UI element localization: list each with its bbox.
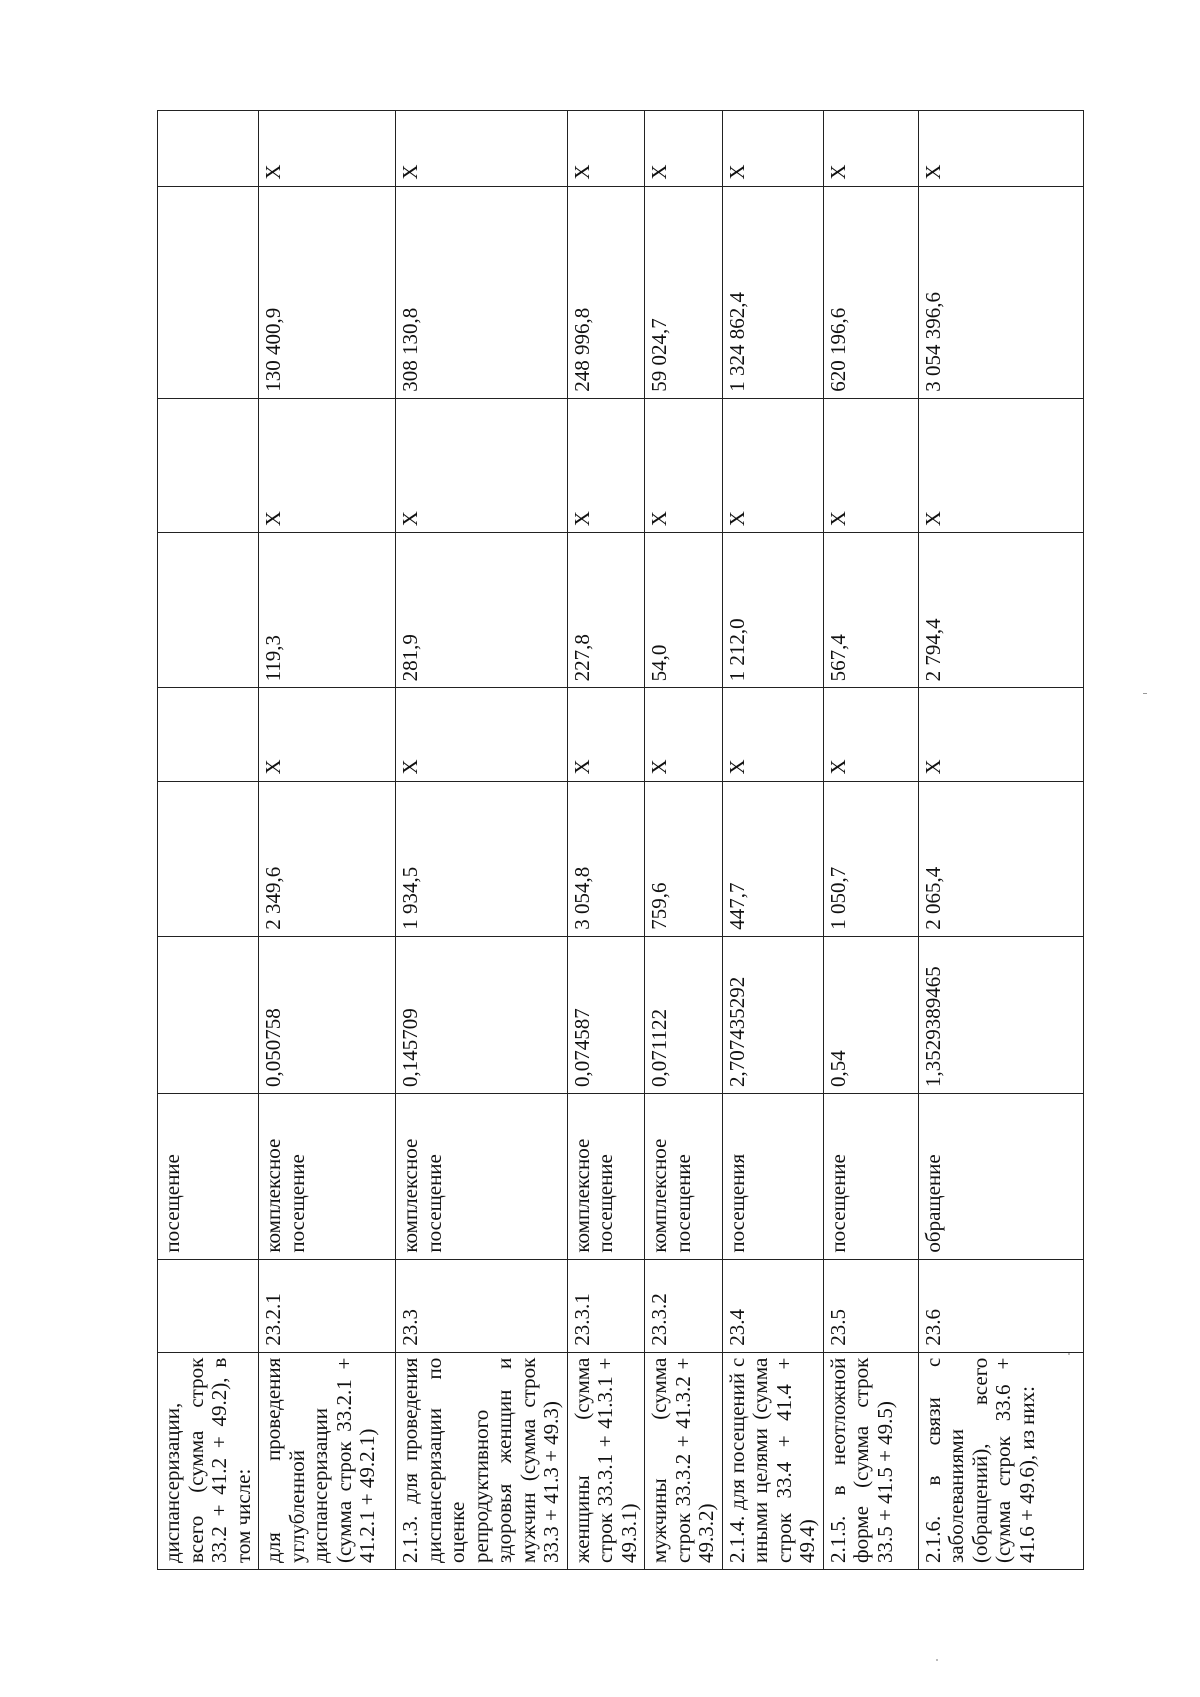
scan-speck <box>1143 693 1147 694</box>
unit-cost: 3 054,8 <box>567 781 645 936</box>
per-capita-value: 567,4 <box>823 533 918 688</box>
unit-of-measure: комплексное посещение <box>645 1094 723 1260</box>
x-mark-cell: X <box>722 688 823 781</box>
unit-of-measure: комплексное посещение <box>396 1094 568 1260</box>
x-mark-cell: X <box>823 398 918 533</box>
x-mark-cell <box>158 398 259 533</box>
x-mark-cell: X <box>567 688 645 781</box>
per-capita-value: 2 794,4 <box>918 533 1083 688</box>
unit-cost: 2 349,6 <box>259 781 396 936</box>
total-cost: 308 130,8 <box>396 186 568 398</box>
norm-value: 0,074587 <box>567 936 645 1093</box>
row-code: 23.5 <box>823 1259 918 1352</box>
scan-speck <box>1068 1353 1070 1355</box>
x-mark-cell <box>158 111 259 187</box>
unit-cost: 759,6 <box>645 781 723 936</box>
norm-value: 0,54 <box>823 936 918 1093</box>
row-description: 2.1.6. в связи с заболеваниями (обращений), всего (сумма строк 33.6 + 41.6 + 49.6), из них: <box>918 1352 1083 1569</box>
financing-table <box>157 110 1084 1570</box>
per-capita-value: 281,9 <box>396 533 568 688</box>
row-code: 23.3.1 <box>567 1259 645 1352</box>
row-description: мужчины (сумма строк 33.3.2 + 41.3.2 + 49.3.2) <box>645 1352 723 1569</box>
x-mark-cell: X <box>918 111 1083 187</box>
row-code: 23.4 <box>722 1259 823 1352</box>
total-cost: 3 054 396,6 <box>918 186 1083 398</box>
x-mark-cell: X <box>722 398 823 533</box>
per-capita-value: 1 212,0 <box>722 533 823 688</box>
x-mark-cell: X <box>567 111 645 187</box>
x-mark-cell: X <box>918 398 1083 533</box>
rotated-page-content <box>157 110 1057 1570</box>
row-description: для проведения углубленной диспансеризации (сумма строк 33.2.1 + 41.2.1 + 49.2.1) <box>259 1352 396 1569</box>
unit-cost: 1 934,5 <box>396 781 568 936</box>
table-row <box>259 111 396 1570</box>
norm-value: 0,071122 <box>645 936 723 1093</box>
x-mark-cell: X <box>396 111 568 187</box>
total-cost: 130 400,9 <box>259 186 396 398</box>
unit-of-measure: комплексное посещение <box>259 1094 396 1260</box>
row-code <box>158 1259 259 1352</box>
norm-value <box>158 936 259 1093</box>
per-capita-value: 54,0 <box>645 533 723 688</box>
table-row <box>396 111 568 1570</box>
scan-speck <box>936 1659 938 1661</box>
row-code: 23.3.2 <box>645 1259 723 1352</box>
x-mark-cell: X <box>396 398 568 533</box>
unit-cost: 2 065,4 <box>918 781 1083 936</box>
unit-of-measure: посещения <box>722 1094 823 1260</box>
row-code: 23.6 <box>918 1259 1083 1352</box>
x-mark-cell: X <box>259 111 396 187</box>
norm-value: 2,707435292 <box>722 936 823 1093</box>
total-cost <box>158 186 259 398</box>
per-capita-value <box>158 533 259 688</box>
row-description: 2.1.4. для посещений с иными целями (сумма строк 33.4 + 41.4 + 49.4) <box>722 1352 823 1569</box>
total-cost: 620 196,6 <box>823 186 918 398</box>
table-row <box>567 111 645 1570</box>
unit-cost: 447,7 <box>722 781 823 936</box>
row-description: 2.1.3. для проведения диспансеризации по оценке репродуктивного здоровья женщин и мужчин (сумма строк 33.3 + 41.3 + 49.3) <box>396 1352 568 1569</box>
row-code: 23.3 <box>396 1259 568 1352</box>
row-description: женщины (сумма строк 33.3.1 + 41.3.1 + 49.3.1) <box>567 1352 645 1569</box>
per-capita-value: 119,3 <box>259 533 396 688</box>
table-row <box>722 111 823 1570</box>
unit-cost: 1 050,7 <box>823 781 918 936</box>
table-row <box>158 111 259 1570</box>
x-mark-cell: X <box>645 398 723 533</box>
total-cost: 1 324 862,4 <box>722 186 823 398</box>
unit-of-measure: посещение <box>823 1094 918 1260</box>
norm-value: 1,3529389465 <box>918 936 1083 1093</box>
row-code: 23.2.1 <box>259 1259 396 1352</box>
x-mark-cell: X <box>823 111 918 187</box>
x-mark-cell: X <box>567 398 645 533</box>
total-cost: 248 996,8 <box>567 186 645 398</box>
row-description: 2.1.5. в неотложной форме (сумма строк 33.5 + 41.5 + 49.5) <box>823 1352 918 1569</box>
per-capita-value: 227,8 <box>567 533 645 688</box>
x-mark-cell: X <box>918 688 1083 781</box>
x-mark-cell: X <box>722 111 823 187</box>
table-row <box>645 111 723 1570</box>
total-cost: 59 024,7 <box>645 186 723 398</box>
unit-of-measure: обращение <box>918 1094 1083 1260</box>
norm-value: 0,050758 <box>259 936 396 1093</box>
table-row <box>823 111 918 1570</box>
x-mark-cell: X <box>645 688 723 781</box>
x-mark-cell <box>158 688 259 781</box>
x-mark-cell: X <box>396 688 568 781</box>
table-row <box>918 111 1083 1570</box>
unit-cost <box>158 781 259 936</box>
x-mark-cell: X <box>645 111 723 187</box>
x-mark-cell: X <box>259 398 396 533</box>
x-mark-cell: X <box>823 688 918 781</box>
unit-of-measure: посещение <box>158 1094 259 1260</box>
x-mark-cell: X <box>259 688 396 781</box>
unit-of-measure: комплексное посещение <box>567 1094 645 1260</box>
norm-value: 0,145709 <box>396 936 568 1093</box>
row-description: диспансеризации, всего (сумма строк 33.2 + 41.2 + 49.2), в том числе: <box>158 1352 259 1569</box>
